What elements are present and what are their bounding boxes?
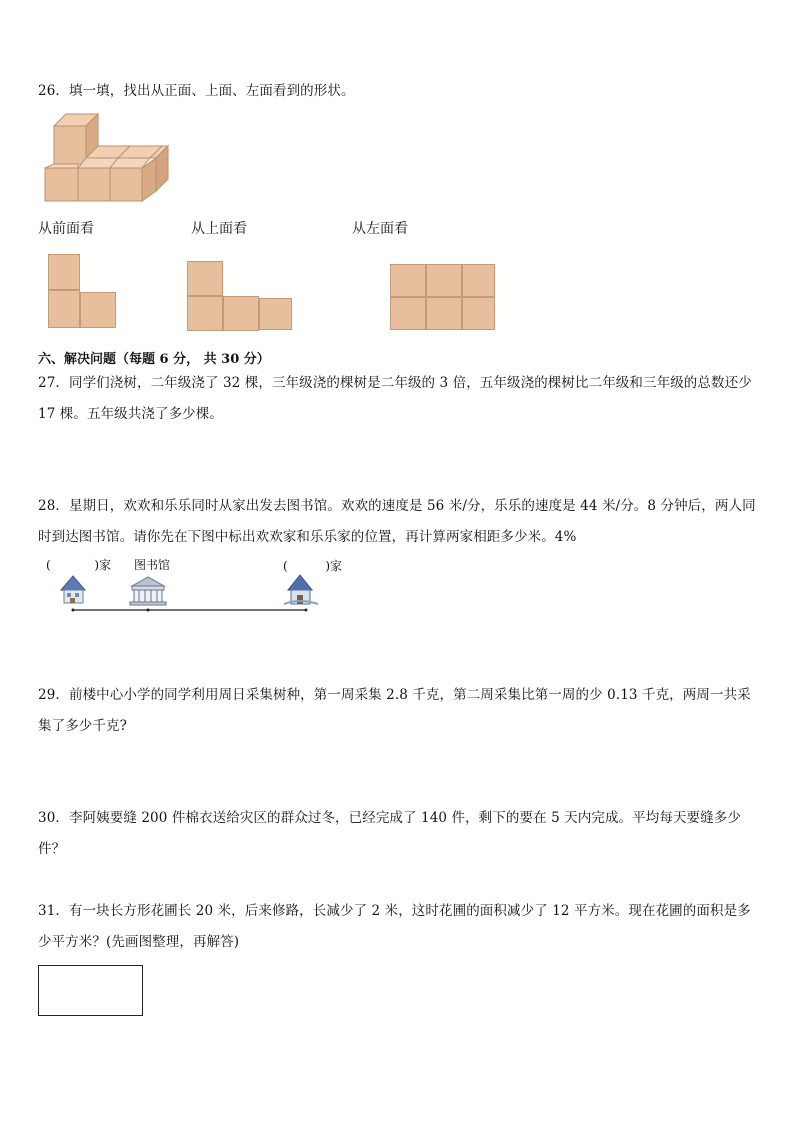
left-view-square xyxy=(462,264,495,297)
front-view-square xyxy=(48,254,80,290)
view-top-label: 从上面看 xyxy=(191,221,247,237)
left-view-square xyxy=(462,297,495,330)
q28-line1: 28．星期日，欢欢和乐乐同时从家出发去图书馆。欢欢的速度是 56 米/分，乐乐的速度是 44 米/分。8 分钟后，两人同 xyxy=(38,498,756,514)
q29-line1: 29．前楼中心小学的同学利用周日采集树种，第一周采集 2.8 千克，第二周采集比第一周的少 0.13 千克，两周一共采 xyxy=(38,687,751,703)
top-view-square xyxy=(223,296,259,331)
left-home-suffix: 家 xyxy=(99,558,112,572)
left-home-close-paren: ) xyxy=(94,558,100,572)
view-left-label: 从左面看 xyxy=(352,221,408,237)
right-home-close-paren: ) xyxy=(325,559,331,573)
top-view-square xyxy=(187,261,223,296)
right-house-icon xyxy=(284,575,318,604)
garden-rectangle-box xyxy=(38,965,143,1016)
left-view-square xyxy=(390,264,426,297)
question-28 xyxy=(38,491,758,553)
question-30 xyxy=(38,803,768,865)
front-view-square xyxy=(80,292,116,328)
q26-text: 26．填一填，找出从正面、上面、左面看到的形状。 xyxy=(38,83,355,99)
left-home-label xyxy=(46,556,111,573)
library-label: 图书馆 xyxy=(134,558,171,572)
q27-line1: 27．同学们浇树，二年级浇了 32 棵，三年级浇的棵树是二年级的 3 倍，五年级浇的棵树比二年级和三年级的总数还少 xyxy=(38,375,752,391)
q28-line2: 时到达图书馆。请你先在下图中标出欢欢家和乐乐家的位置，再计算两家相距多少米。4% xyxy=(38,529,577,545)
q31-line1: 31．有一块长方形花圃长 20 米，后来修路，长减少了 2 米，这时花圃的面积减少了 12 平方米。现在花圃的面积是多 xyxy=(38,903,751,919)
left-view-square xyxy=(426,264,462,297)
front-view-square xyxy=(48,290,80,328)
q30-line1: 30．李阿姨要缝 200 件棉衣送给灾区的群众过冬，已经完成了 140 件，剩下的要在 5 天内完成。平均每天要缝多少件？ xyxy=(38,810,741,857)
question-31 xyxy=(38,896,758,958)
left-home-open-paren: ( xyxy=(46,558,51,572)
section-heading: 六、解决问题（每题 6 分， 共 30 分） xyxy=(38,352,270,367)
view-front-label: 从前面看 xyxy=(38,221,94,237)
question-29 xyxy=(38,680,758,742)
right-home-open-paren: ( xyxy=(283,559,288,573)
q31-line2: 少平方米？(先画图整理，再解答) xyxy=(38,934,240,950)
left-house-icon xyxy=(61,576,85,603)
top-view-square xyxy=(259,298,292,330)
top-view-square xyxy=(187,296,223,331)
question-27 xyxy=(38,368,758,430)
right-home-suffix: 家 xyxy=(330,559,343,573)
left-view-square xyxy=(390,297,426,330)
cube-stack-figure xyxy=(40,108,175,208)
route-diagram xyxy=(56,572,346,617)
q29-line2: 集了多少千克? xyxy=(38,718,127,734)
q27-line2: 17 棵。五年级共浇了多少棵。 xyxy=(38,406,223,422)
library-icon xyxy=(130,577,166,605)
left-view-square xyxy=(426,297,462,330)
